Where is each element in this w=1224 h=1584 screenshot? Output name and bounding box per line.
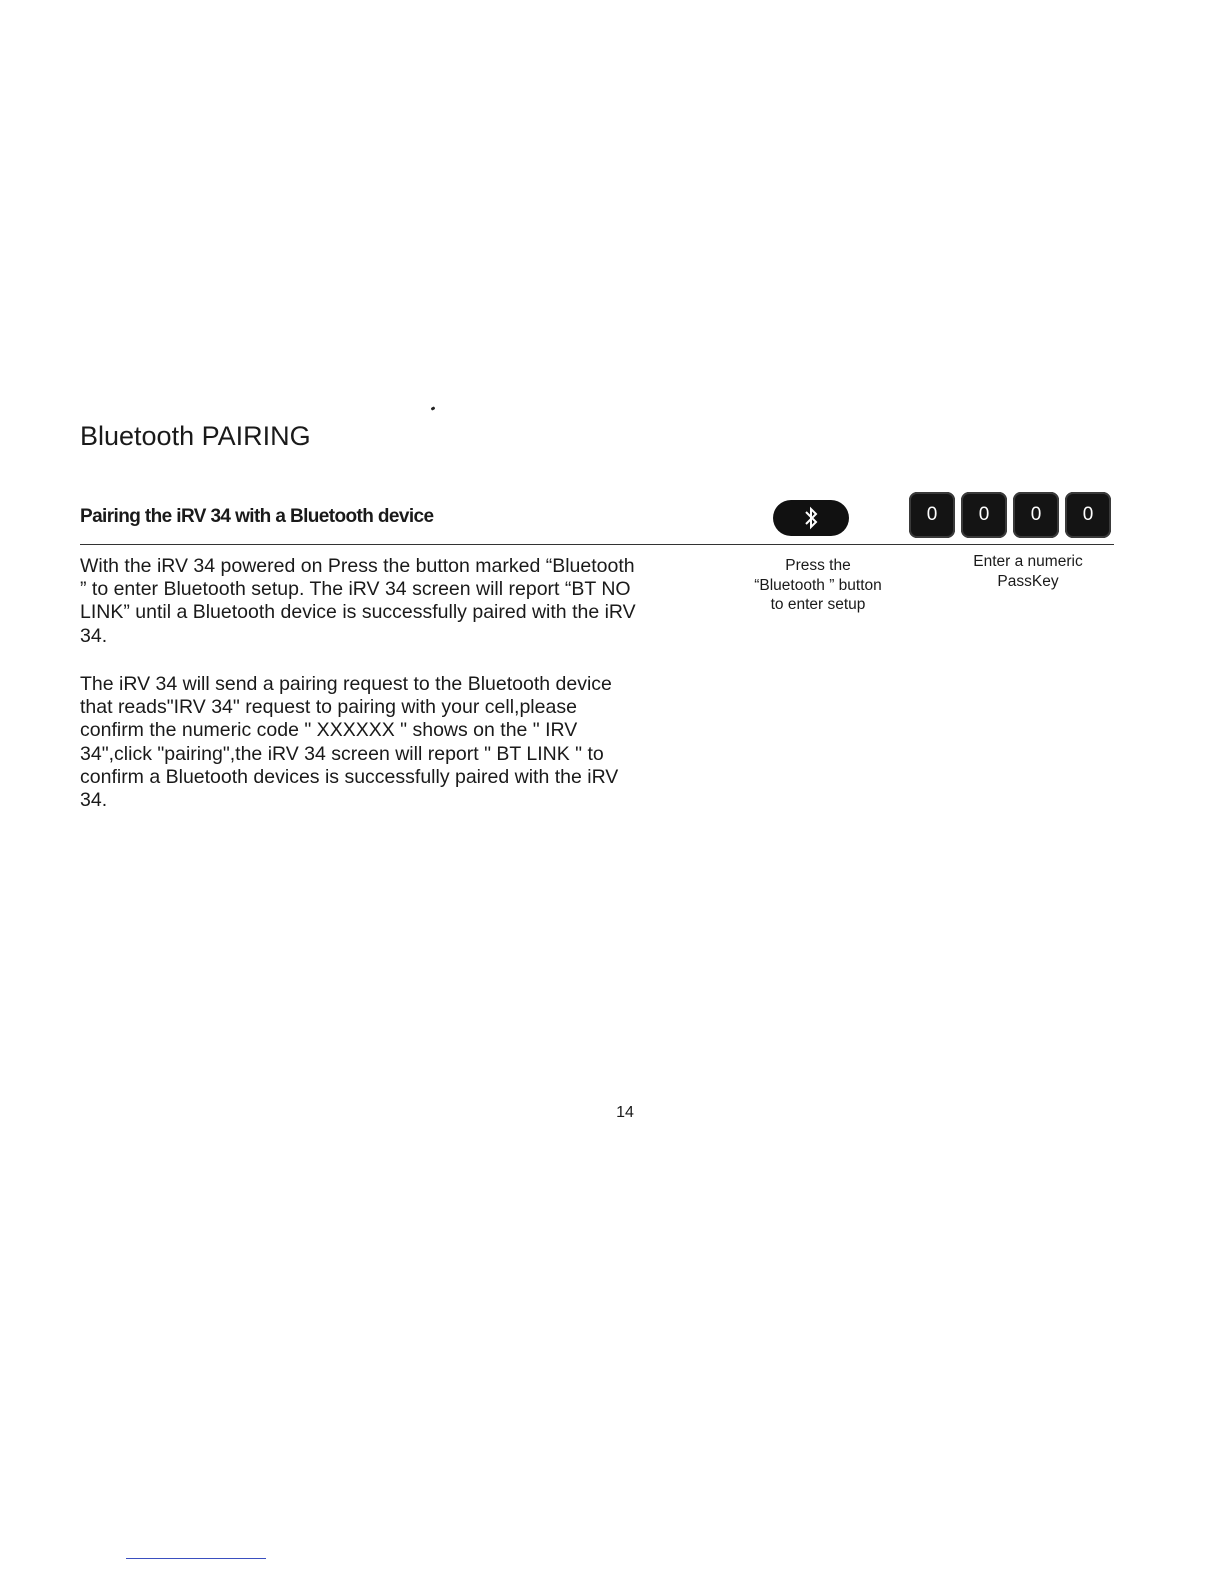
footer-line [126, 1558, 266, 1559]
passkey-display [909, 492, 1111, 538]
paragraph-bluetooth-setup: With the iRV 34 powered on Press the button marked “Bluetooth ” to enter Bluetooth setup. The iRV 34 screen will report “BT NO LINK” until a Bluetooth device is successfully paired with the iRV 34. [80, 555, 636, 647]
passkey-caption: Enter a numeric PassKey [973, 553, 1083, 590]
page-number: 14 [616, 1104, 634, 1121]
bluetooth-button-caption: Press the “Bluetooth ” button to enter setup [754, 557, 882, 613]
section-heading: Pairing the iRV 34 with a Bluetooth device [80, 506, 434, 527]
passkey-digit: 0 [961, 492, 1007, 538]
bluetooth-button-illustration [773, 500, 849, 536]
passkey-digit: 0 [1065, 492, 1111, 538]
page-title: Bluetooth PAIRING [80, 421, 311, 451]
passkey-digit: 0 [1013, 492, 1059, 538]
bluetooth-icon [803, 505, 819, 531]
paragraph-pairing-request: The iRV 34 will send a pairing request to the Bluetooth device that reads"IRV 34" request to pairing with your cell,please confirm the numeric code " XXXXXX " shows on the " IRV 34",click "pairing",the iRV 34 screen will report " BT LINK " to confirm a Bluetooth devices is successfully paired with the iRV 34. [80, 673, 619, 812]
scan-speck [431, 406, 436, 411]
section-divider [80, 544, 1114, 545]
passkey-digit: 0 [909, 492, 955, 538]
